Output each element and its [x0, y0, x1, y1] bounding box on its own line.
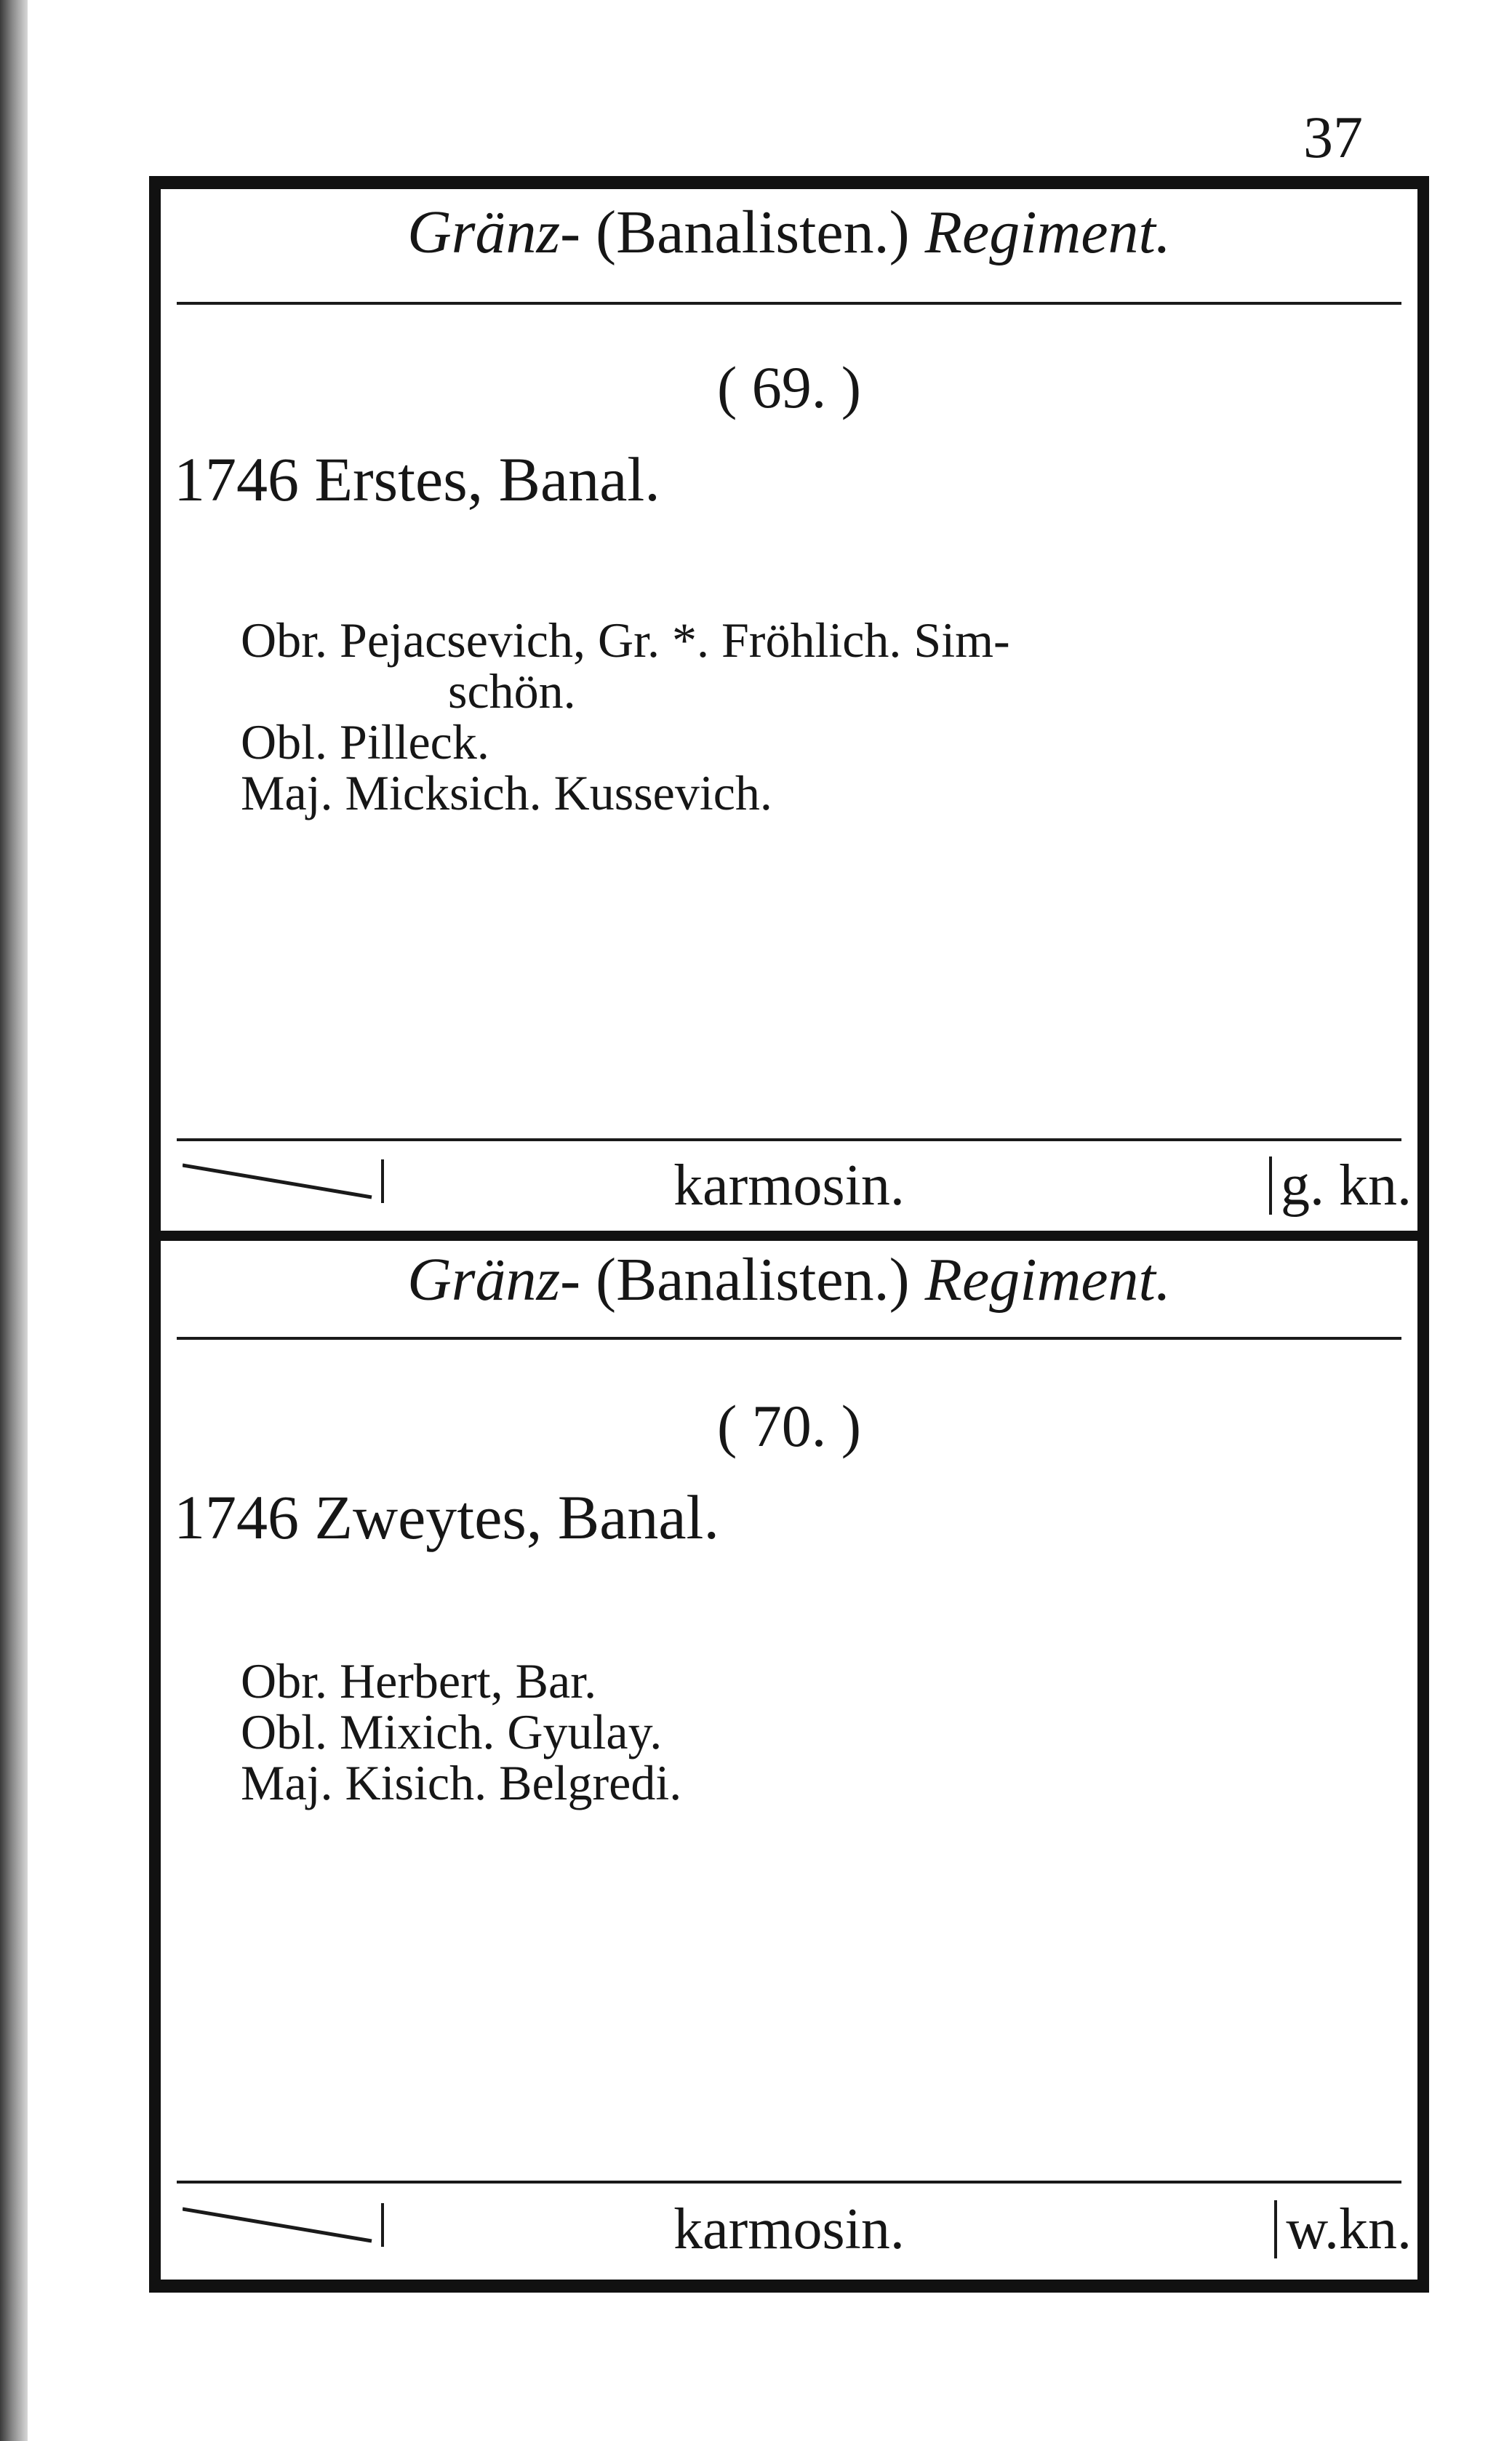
officer-names: Herbert, Bar.: [340, 1653, 597, 1709]
officer-names: Pejacsevich, Gr. *. Fröhlich. Sim-: [340, 612, 1010, 668]
regiment-number: ( 69. ): [716, 354, 862, 420]
officer-names: Pilleck.: [340, 714, 489, 770]
page-gutter-shadow: [0, 0, 28, 2441]
regiment-footer: [161, 1148, 1417, 1228]
header-prefix: Gränz-: [407, 1246, 581, 1314]
officer-list: [241, 1655, 1396, 1808]
officer-row: [241, 714, 1396, 770]
header-suffix: Regiment.: [924, 199, 1171, 266]
regiment-entry-70: [161, 1235, 1417, 2293]
officer-rank: Obr.: [241, 612, 327, 668]
officer-list: [241, 612, 1396, 820]
footer-rule: [177, 2181, 1401, 2184]
facing-colour: karmosin.: [673, 2197, 905, 2261]
regiment-header: [161, 199, 1417, 266]
officer-names: Micksich. Kussevich.: [345, 765, 772, 820]
header-middle: (Banalisten.): [580, 1246, 925, 1314]
regiment-title: [174, 1482, 719, 1552]
button-colour: g. kn.: [1269, 1156, 1412, 1215]
regiment-number: ( 70. ): [716, 1393, 862, 1459]
officer-names: Kisich. Belgredi.: [345, 1755, 682, 1810]
regiment-title: [174, 444, 660, 514]
facing-colour: karmosin.: [673, 1154, 905, 1218]
button-colour: w.kn.: [1274, 2200, 1412, 2258]
officer-row: [241, 1757, 1396, 1808]
header-suffix: Regiment.: [924, 1246, 1171, 1314]
regiment-name: Zweytes, Banal.: [314, 1482, 719, 1552]
regiment-header: [161, 1246, 1417, 1314]
officer-rank: Obl.: [241, 714, 327, 770]
officer-rank: Maj.: [241, 765, 333, 820]
officer-row: [241, 767, 1396, 818]
officer-rank: Maj.: [241, 1755, 333, 1810]
officer-row: [241, 1706, 1396, 1757]
officer-rank: Obl.: [241, 1704, 327, 1759]
officer-rank: Obr.: [241, 1653, 327, 1709]
header-prefix: Gränz-: [407, 199, 581, 266]
regiment-year: 1746: [174, 1482, 299, 1552]
officer-row-continuation: [241, 663, 1396, 719]
footer-rule: [177, 1138, 1401, 1141]
officer-row: [241, 612, 1396, 668]
officer-names: Mixich. Gyulay.: [340, 1704, 663, 1759]
header-middle: (Banalisten.): [580, 199, 925, 266]
regiment-entry-69: [161, 189, 1417, 1235]
regiment-footer: [161, 2192, 1417, 2272]
regiment-name: Erstes, Banal.: [314, 444, 660, 514]
officer-row: [241, 1653, 1396, 1709]
page-number: 37: [1303, 104, 1363, 170]
regiment-table-frame: [149, 176, 1429, 2293]
header-rule: [177, 1337, 1401, 1340]
officer-names: schön.: [448, 663, 576, 719]
regiment-year: 1746: [174, 444, 299, 514]
header-rule: [177, 302, 1401, 305]
